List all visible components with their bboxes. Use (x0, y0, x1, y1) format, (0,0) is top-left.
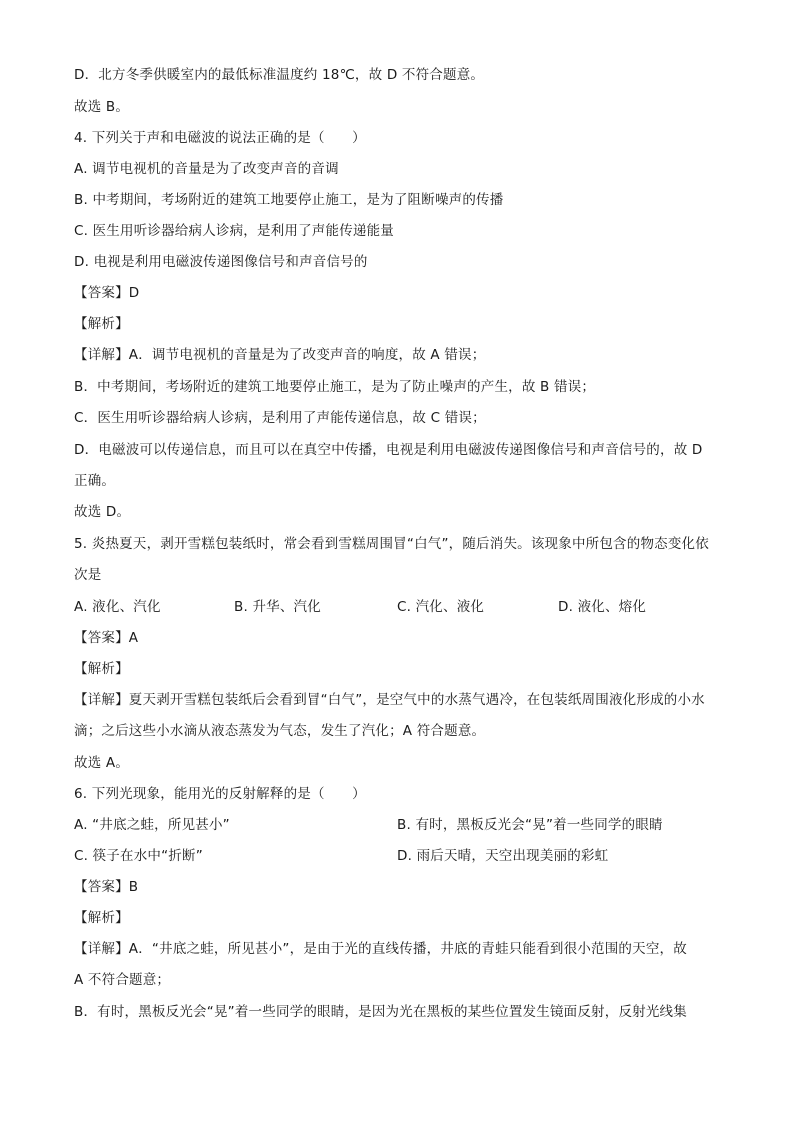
q3-option-d-explanation: D．北方冬季供暖室内的最低标准温度约 18℃，故 D 不符合题意。 (74, 67, 485, 83)
q5-conclusion: 故选 A。 (74, 755, 130, 771)
q6-detail-a: 【详解】A．“井底之蛙，所见甚小”，是由于光的直线传播，井底的青蛙只能看到很小范围的天空，故 (74, 941, 687, 957)
q5-detail-cont: 滴；之后这些小水滴从液态蒸发为气态，发生了汽化；A 符合题意。 (74, 723, 486, 739)
q4-conclusion: 故选 D。 (74, 504, 131, 520)
q6-stem: 6. 下列光现象，能用光的反射解释的是（ ） (74, 786, 366, 802)
q6-detail-a-cont: A 不符合题意； (74, 972, 171, 988)
q5-stem: 5. 炎热夏天，剥开雪糕包装纸时，常会看到雪糕周围冒“白气”，随后消失。该现象中所包含的物态变化依 (74, 536, 709, 552)
q4-option-c: C. 医生用听诊器给病人诊病，是利用了声能传递能量 (74, 223, 395, 239)
q4-detail-d-cont: 正确。 (74, 473, 116, 489)
q4-detail-b: B．中考期间，考场附近的建筑工地要停止施工，是为了防止噪声的产生，故 B 错误； (74, 379, 596, 395)
q4-option-b: B. 中考期间，考场附近的建筑工地要停止施工，是为了阻断噪声的传播 (74, 192, 504, 208)
q5-option-c: C. 汽化、液化 (397, 599, 485, 615)
q4-option-a: A. 调节电视机的音量是为了改变声音的音调 (74, 161, 339, 177)
q6-option-a: A. “井底之蛙，所见甚小” (74, 817, 230, 833)
q4-detail-d: D．电磁波可以传递信息，而且可以在真空中传播，电视是利用电磁波传递图像信号和声音信号的，故 D (74, 442, 703, 458)
q5-detail: 【详解】夏天剥开雪糕包装纸后会看到冒“白气”，是空气中的水蒸气遇冷，在包装纸周围液化形成的小水 (74, 692, 705, 708)
q6-option-c: C. 筷子在水中“折断” (74, 848, 203, 864)
q6-option-d: D. 雨后天晴，天空出现美丽的彩虹 (397, 848, 609, 864)
q5-answer: 【答案】A (74, 630, 139, 646)
q3-conclusion: 故选 B。 (74, 99, 130, 115)
q5-option-a: A. 液化、汽化 (74, 599, 161, 615)
q5-analysis-heading: 【解析】 (74, 661, 129, 677)
q4-detail-a: 【详解】A．调节电视机的音量是为了改变声音的响度，故 A 错误； (74, 347, 486, 363)
q4-option-d: D. 电视是利用电磁波传递图像信号和声音信号的 (74, 254, 368, 270)
q6-analysis-heading: 【解析】 (74, 910, 129, 926)
q4-stem: 4. 下列关于声和电磁波的说法正确的是（ ） (74, 130, 366, 146)
q4-analysis-heading: 【解析】 (74, 316, 129, 332)
q5-option-b: B. 升华、汽化 (234, 599, 321, 615)
q6-answer: 【答案】B (74, 879, 139, 895)
q4-detail-c: C．医生用听诊器给病人诊病，是利用了声能传递信息，故 C 错误； (74, 410, 486, 426)
q6-detail-b: B．有时，黑板反光会“晃”着一些同学的眼睛，是因为光在黑板的某些位置发生镜面反射，反射光线集 (74, 1004, 687, 1020)
q5-stem-cont: 次是 (74, 567, 102, 583)
q4-answer: 【答案】D (74, 285, 140, 301)
q5-option-d: D. 液化、熔化 (558, 599, 647, 615)
q6-option-b: B. 有时，黑板反光会“晃”着一些同学的眼睛 (397, 817, 663, 833)
